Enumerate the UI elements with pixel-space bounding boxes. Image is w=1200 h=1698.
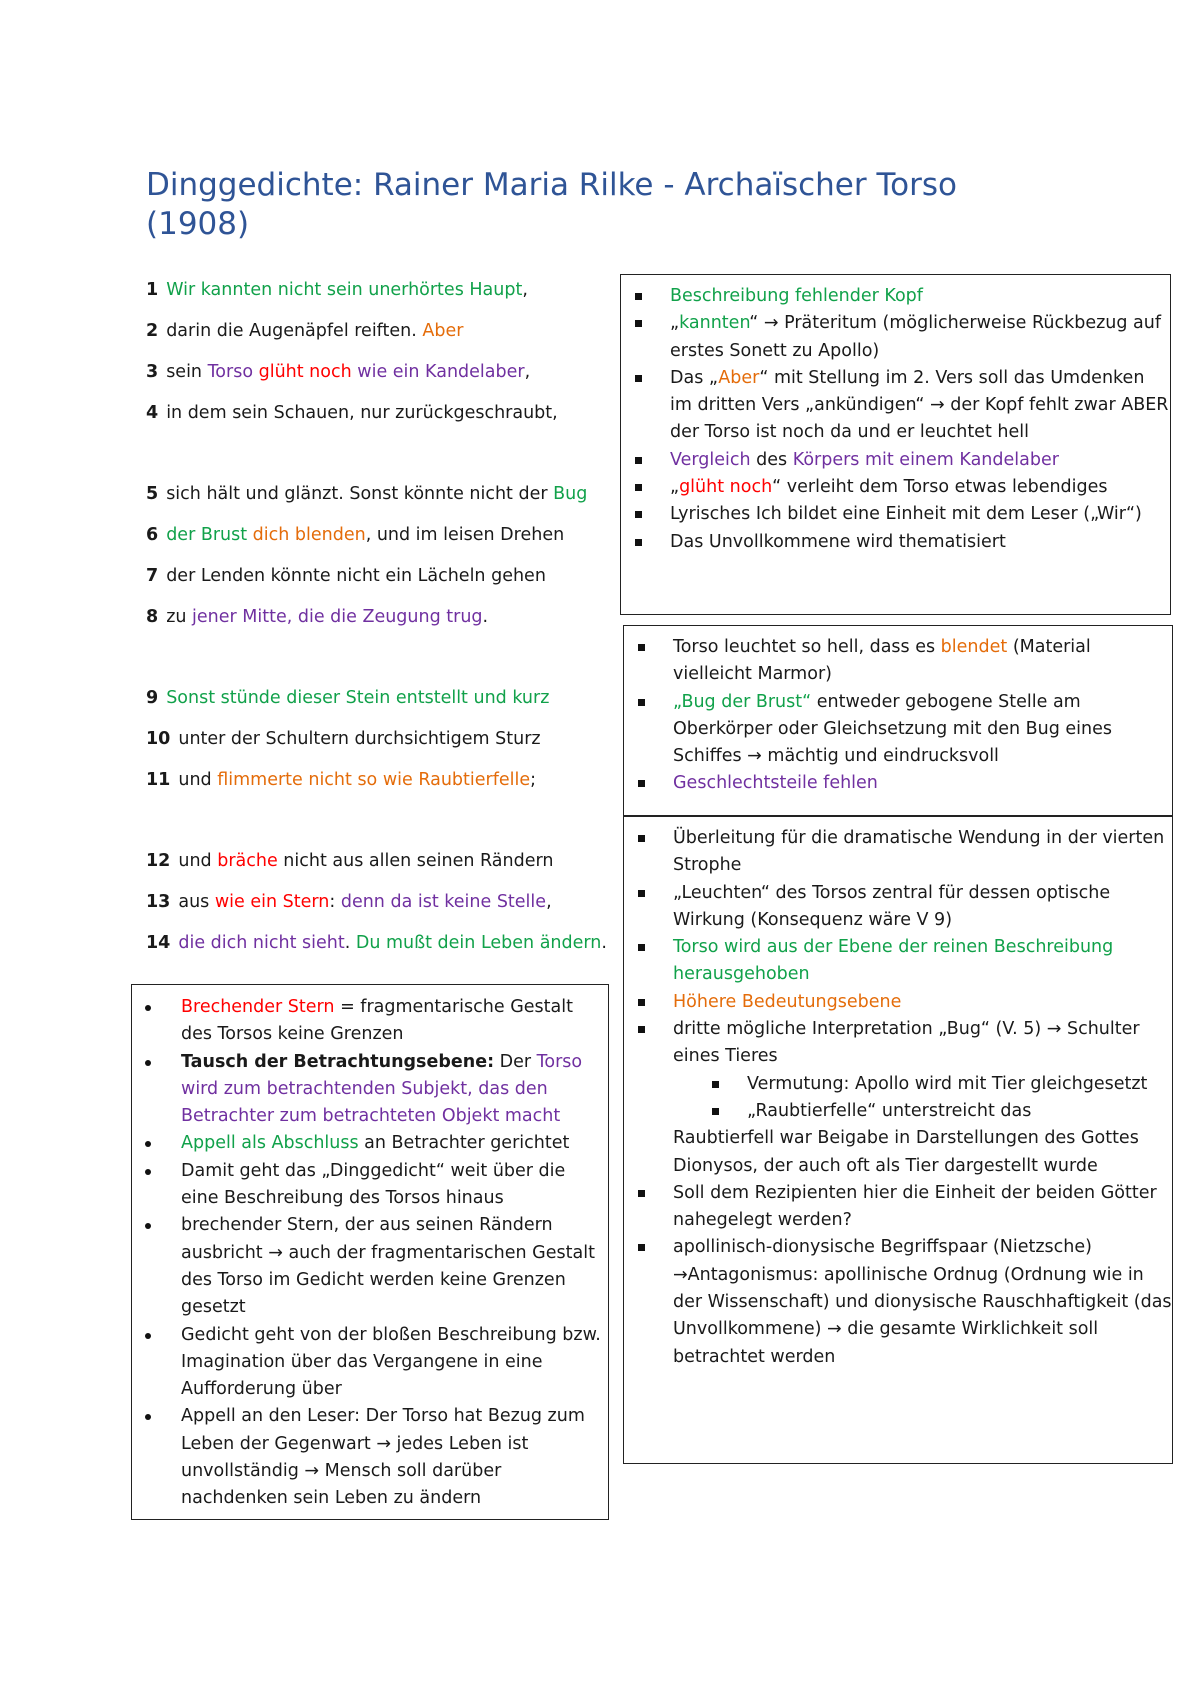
- text-segment: “ → Präteritum (möglicherweise Rückbezug auf erstes Sonett zu Apollo): [670, 313, 1162, 361]
- text-segment: Du mußt dein Leben ändern: [355, 933, 602, 953]
- text-segment: apollinisch-dionysische Begriffspaar (Nietzsche) →Antagonismus: apollinische Ordnug (Ordnung wie in der Wissenschaft) und dionysische Rauschhaftigkeit (das Unvollkommene) → die gesamte Wirklichkeit soll betrachtet werden: [673, 1237, 1172, 1367]
- notes-box-stanza-2: [623, 625, 1173, 816]
- text-segment: “ mit Stellung im 2. Vers soll das Umdenken im dritten Vers „ankündigen“ → der Kopf fehlt zwar ABER der Torso ist noch da und er leuchtet hell: [670, 367, 1169, 443]
- verse-line: [146, 311, 626, 352]
- text-segment: aus: [178, 892, 215, 912]
- text-segment: Beschreibung fehlender Kopf: [670, 286, 923, 306]
- bullet-item: [624, 1180, 1172, 1235]
- text-segment: .: [482, 607, 489, 627]
- text-segment: Torso wird zum betrachtenden Subjekt, das den Betrachter zum betrachteten Objekt macht: [181, 1051, 583, 1127]
- text-segment: bräche: [217, 851, 278, 871]
- text-segment: „Bug der Brust“: [673, 691, 812, 712]
- text-segment: dich blenden: [252, 525, 366, 545]
- text-segment: Überleitung für die dramatische Wendung in der vierten Strophe: [673, 828, 1165, 876]
- verse-line: [146, 556, 626, 597]
- bullet-item: [132, 1158, 608, 1213]
- text-segment: Sonst stünde dieser Stein entstellt und kurz: [166, 688, 550, 708]
- notes-box-stanza-4: [131, 984, 609, 1520]
- text-segment: kannten: [679, 313, 750, 334]
- text-segment: Brechender Stern: [181, 997, 335, 1017]
- verse-number: 1: [146, 280, 159, 300]
- text-segment: .: [344, 933, 356, 953]
- text-segment: dritte mögliche Interpretation „Bug“ (V. 5) → Schulter eines Tieres: [673, 1019, 1140, 1067]
- text-segment: ,: [522, 280, 528, 300]
- text-segment: Das Unvollkommene wird thematisiert: [670, 531, 1006, 552]
- verse-number: 6: [146, 525, 159, 545]
- text-segment: Torso: [207, 362, 259, 382]
- bullet-item: [132, 1130, 608, 1157]
- text-segment: „Leuchten“ des Torsos zentral für dessen optische Wirkung (Konsequenz wäre V 9): [673, 882, 1111, 930]
- bullet-item: [621, 283, 1170, 310]
- text-segment: Körpers mit einem Kandelaber: [792, 449, 1059, 470]
- text-segment: .: [601, 933, 607, 953]
- text-segment: Vermutung: Apollo wird mit Tier gleichgesetzt: [747, 1073, 1148, 1094]
- text-segment: Bug: [553, 484, 588, 504]
- text-segment: Gedicht geht von der bloßen Beschreibung bzw. Imagination über das Vergangene in eine Aufforderung über: [181, 1324, 601, 1400]
- text-segment: Wir kannten nicht sein unerhörtes Haupt: [166, 280, 523, 300]
- text-segment: ,: [546, 892, 552, 912]
- verse-line: [146, 393, 626, 434]
- text-segment: ;: [530, 770, 537, 790]
- bullet-item: [624, 934, 1172, 989]
- page-title: Dinggedichte: Rainer Maria Rilke - Archaïscher Torso (1908): [146, 167, 957, 242]
- text-segment: Aber: [422, 321, 464, 341]
- text-segment: Torso leuchtet so hell, dass es: [673, 637, 941, 657]
- verse-line: [146, 841, 626, 882]
- verse-number: 9: [146, 688, 159, 708]
- text-segment: Das „: [670, 367, 719, 388]
- text-segment: ,: [524, 362, 531, 382]
- notes-box-stanza-3: [623, 816, 1173, 1464]
- text-segment: glüht noch: [679, 477, 773, 498]
- text-segment: Geschlechtsteile fehlen: [673, 773, 878, 794]
- text-segment: Raubtierfell war Beigabe in Darstellungen des Gottes Dionysos, der auch oft als Tier dargestellt wurde: [673, 1128, 1139, 1176]
- text-segment: Lyrisches Ich bildet eine Einheit mit dem Leser („Wir“): [670, 504, 1142, 525]
- bullet-item: [132, 1049, 608, 1131]
- verse-number: 13: [146, 892, 171, 912]
- text-segment: und: [178, 851, 218, 871]
- bullet-item: [132, 1322, 608, 1404]
- verse-number: 8: [146, 607, 159, 627]
- text-segment: „: [670, 313, 680, 334]
- text-segment: jener Mitte, die die Zeugung trug: [192, 607, 483, 627]
- bullet-item: [621, 501, 1170, 528]
- text-segment: an Betrachter gerichtet: [358, 1133, 570, 1154]
- text-segment: zu: [166, 607, 193, 627]
- verse-line: [146, 597, 626, 638]
- verse-number: 12: [146, 851, 171, 871]
- bullet-item: [621, 447, 1170, 474]
- text-segment: Appell an den Leser: Der Torso hat Bezug zum Leben der Gegenwart → jedes Leben ist unvollständig → Mensch soll darüber nachdenken sein Leben zu ändern: [181, 1406, 585, 1509]
- bullet-item: [132, 1403, 608, 1512]
- text-segment: nicht aus allen seinen Rändern: [277, 851, 554, 871]
- text-segment: Tausch der Betrachtungsebene:: [181, 1051, 495, 1072]
- text-segment: “ verleiht dem Torso etwas lebendiges: [772, 477, 1108, 498]
- verse-line: [146, 515, 626, 556]
- verse-line: [146, 923, 626, 964]
- bullet-item: [624, 825, 1172, 880]
- poem-text: [146, 270, 626, 964]
- bullet-item: [624, 1234, 1172, 1370]
- text-segment: „: [670, 477, 680, 498]
- text-segment: sein: [166, 362, 208, 382]
- bullet-item: [624, 1098, 1172, 1125]
- text-segment: in dem sein Schauen, nur zurückgeschraubt,: [166, 403, 558, 423]
- bullet-item: [132, 994, 608, 1049]
- text-segment: sich hält und glänzt. Sonst könnte nicht der: [166, 484, 554, 504]
- text-segment: Höhere Bedeutungsebene: [673, 991, 902, 1012]
- text-segment: darin die Augenäpfel reiften.: [166, 321, 423, 341]
- bullet-item: [624, 880, 1172, 935]
- bullet-item: [624, 689, 1172, 771]
- verse-number: 11: [146, 770, 171, 790]
- text-segment: :: [329, 892, 341, 912]
- text-segment: Aber: [718, 367, 760, 388]
- verse-number: 14: [146, 933, 171, 953]
- bullet-item: [624, 1071, 1172, 1098]
- text-segment: blendet: [940, 637, 1008, 657]
- bullet-item: [132, 1212, 608, 1321]
- text-segment: „Raubtierfelle“ unterstreicht das: [747, 1100, 1032, 1121]
- verse-line: [146, 678, 626, 719]
- text-segment: = fragmentarische Gestalt des Torsos keine Grenzen: [181, 997, 573, 1045]
- verse-number: 7: [146, 566, 159, 586]
- text-segment: Der: [494, 1051, 537, 1072]
- bullet-item: [624, 1125, 1172, 1180]
- verse-line: [146, 760, 626, 801]
- text-segment: denn da ist keine Stelle: [340, 892, 547, 912]
- verse-line: [146, 352, 626, 393]
- text-segment: die dich nicht sieht: [178, 933, 345, 953]
- text-segment: unter der Schultern durchsichtigem Sturz: [178, 729, 541, 749]
- text-segment: Torso wird aus der Ebene der reinen Beschreibung herausgehoben: [673, 937, 1114, 985]
- text-segment: , und im leisen Drehen: [365, 525, 565, 545]
- verse-line: [146, 882, 626, 923]
- text-segment: des: [750, 449, 793, 470]
- verse-line: [146, 719, 626, 760]
- bullet-item: [621, 474, 1170, 501]
- bullet-item: [624, 770, 1172, 797]
- text-segment: Appell als Abschluss: [181, 1133, 359, 1154]
- verse-number: 2: [146, 321, 159, 341]
- text-segment: flimmerte nicht so wie Raubtierfelle: [217, 770, 531, 790]
- bullet-item: [621, 310, 1170, 365]
- text-segment: brechender Stern, der aus seinen Rändern ausbricht → auch der fragmentarischen Gestalt des Torso im Gedicht werden keine Grenzen gesetzt: [181, 1215, 595, 1318]
- text-segment: wie ein Stern: [214, 892, 330, 912]
- bullet-item: [621, 365, 1170, 447]
- verse-number: 4: [146, 403, 159, 423]
- bullet-item: [624, 634, 1172, 689]
- verse-number: 10: [146, 729, 171, 749]
- verse-number: 5: [146, 484, 159, 504]
- text-segment: entweder gebogene Stelle am Oberkörper oder Gleichsetzung mit den Bug eines Schiffes → mächtig und eindrucksvoll: [673, 691, 1113, 767]
- text-segment: Soll dem Rezipienten hier die Einheit der beiden Götter nahegelegt werden?: [673, 1182, 1157, 1231]
- notes-box-stanza-1: [620, 274, 1171, 615]
- text-segment: (Material vielleicht Marmor): [673, 637, 1091, 685]
- text-segment: der Lenden könnte nicht ein Lächeln gehen: [166, 566, 546, 586]
- bullet-item: [624, 1016, 1172, 1071]
- verse-line: [146, 474, 626, 515]
- verse-line: [146, 270, 626, 311]
- text-segment: der Brust: [166, 525, 253, 545]
- text-segment: und: [178, 770, 218, 790]
- text-segment: wie ein Kandelaber: [351, 362, 525, 382]
- text-segment: Damit geht das „Dinggedicht“ weit über die eine Beschreibung des Torsos hinaus: [181, 1160, 566, 1209]
- text-segment: glüht noch: [258, 362, 352, 382]
- bullet-item: [621, 529, 1170, 556]
- bullet-item: [624, 989, 1172, 1016]
- verse-number: 3: [146, 362, 159, 382]
- text-segment: Vergleich: [670, 449, 751, 470]
